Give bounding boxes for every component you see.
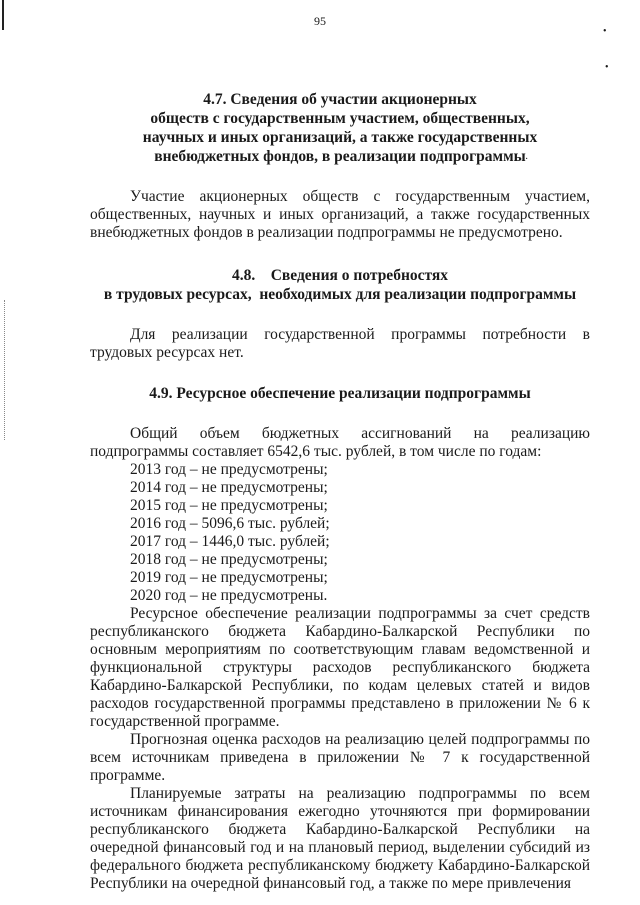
section-4-8-heading — [90, 266, 590, 304]
heading-line: в трудовых ресурсах, необходимых для реализации подпрограммы — [103, 286, 577, 303]
heading-line: внебюджетных фондов, в реализации подпрограммы — [154, 148, 526, 165]
list-item: 2015 год – не предусмотрены; — [130, 497, 328, 514]
scan-speck: • — [605, 62, 609, 73]
heading-line: научных и иных организаций, а также государственных — [142, 129, 538, 146]
year-allocation-list — [90, 461, 590, 605]
section-4-9-planned-paragraph: Планируемые затраты на реализацию подпрограммы по всем источникам финансирования ежегодно уточняются при формировании республиканского бюджета Кабардино-Балкарской Республики на очередной финансовый год и на плановый период, выделении субсидий из федерального бюджета республиканскому бюджету Кабардино-Балкарской Республики на очередной финансовый год, а также по мере привлечения — [90, 785, 590, 892]
left-margin-dots — [4, 300, 6, 440]
page-number: 95 — [314, 14, 326, 28]
section-4-9-forecast-paragraph: Прогнозная оценка расходов на реализацию целей подпрограммы по всем источникам приведена в приложении № 7 к государственной программе. — [90, 731, 590, 784]
section-4-7-heading — [90, 90, 590, 166]
document-body — [90, 90, 590, 893]
heading-line: 4.7. Сведения об участии акционерных — [203, 91, 477, 108]
list-item: 2018 год – не предусмотрены; — [130, 551, 328, 568]
list-item: 2014 год – не предусмотрены; — [130, 479, 328, 496]
section-4-9-intro: Общий объем бюджетных ассигнований на реализацию подпрограммы составляет 6542,6 тыс. рублей, в том числе по годам: — [90, 425, 590, 460]
section-4-9-heading — [90, 384, 590, 403]
section-4-9-resource-paragraph: Ресурсное обеспечение реализации подпрограммы за счет средств республиканского бюджета Кабардино-Балкарской Республики по основным мероприятиям по соответствующим главам ведомственной и функциональной структуры расходов республиканского бюджета Кабардино-Балкарской Республики, по кодам целевых статей и видов расходов государственной программы представлено в приложении № 6 к государственной программе. — [90, 605, 590, 730]
scan-speck: • — [603, 26, 607, 37]
scan-speck: · — [525, 154, 529, 165]
section-4-7-text: Участие акционерных обществ с государственным участием, общественных, научных и иных организаций, а также государственных внебюджетных фондов в реализации подпрограммы не предусмотрено. — [90, 188, 590, 241]
list-item: 2013 год – не предусмотрены; — [130, 461, 328, 478]
heading-line: 4.9. Ресурсное обеспечение реализации подпрограммы — [149, 385, 531, 402]
section-4-8-text: Для реализации государственной программы потребности в трудовых ресурсах нет. — [90, 326, 590, 361]
heading-line: обществ с государственным участием, общественных, — [150, 110, 530, 127]
list-item: 2020 год – не предусмотрены. — [130, 587, 328, 604]
list-item: 2017 год – 1446,0 тыс. рублей; — [130, 533, 330, 550]
list-item: 2016 год – 5096,6 тыс. рублей; — [130, 515, 330, 532]
list-item: 2019 год – не предусмотрены; — [130, 569, 328, 586]
heading-line: 4.8. Сведения о потребностях — [231, 267, 449, 284]
